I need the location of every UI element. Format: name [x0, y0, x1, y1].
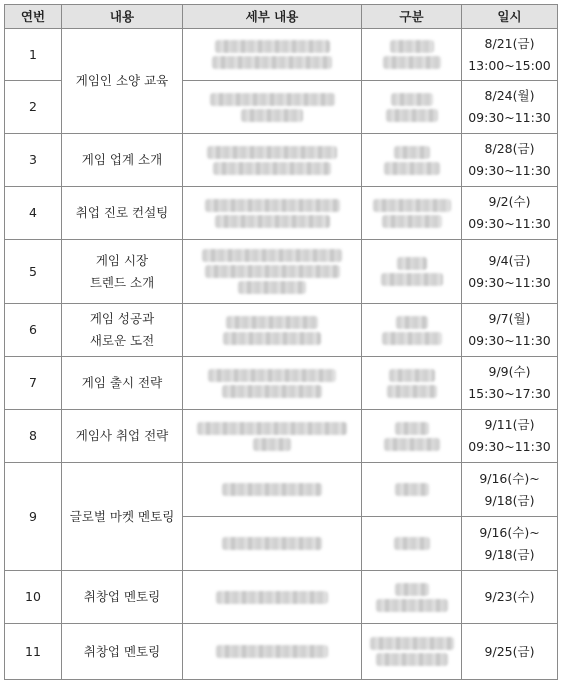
- row-content: [62, 29, 183, 134]
- row-datetime: [462, 29, 558, 81]
- row-number: [5, 357, 62, 410]
- row-number: [5, 463, 62, 571]
- row-category: [362, 357, 462, 410]
- row-number: [5, 134, 62, 187]
- row-detail: [183, 463, 362, 517]
- row-category: [362, 517, 462, 571]
- row-content: [62, 187, 183, 240]
- row-detail: [183, 624, 362, 680]
- cell-text: 9/18(금): [484, 492, 535, 508]
- cell-text: 10: [25, 589, 41, 604]
- redacted-text: [212, 56, 332, 69]
- table-row: [5, 134, 558, 187]
- cell-text: 게임 업계 소개: [81, 152, 163, 167]
- redacted-text: [207, 146, 337, 159]
- redacted-text: [391, 93, 433, 106]
- redacted-text: [205, 199, 340, 212]
- cell-text: 2: [29, 99, 37, 114]
- redacted-text: [226, 316, 318, 329]
- redacted-text: [384, 162, 440, 175]
- row-datetime: [462, 410, 558, 463]
- redacted-text: [376, 653, 448, 666]
- row-datetime: [462, 187, 558, 240]
- header-category: 구분: [362, 5, 462, 29]
- cell-text: 새로운 도전: [89, 333, 155, 348]
- row-number: [5, 240, 62, 304]
- cell-text: 트렌드 소개: [89, 274, 155, 290]
- table-row: [5, 29, 558, 81]
- cell-text: 9/16(수)~: [479, 524, 540, 540]
- table-row: [5, 357, 558, 410]
- row-number: [5, 571, 62, 624]
- row-category: [362, 240, 462, 304]
- row-category: [362, 134, 462, 187]
- redacted-text: [395, 583, 429, 596]
- table-row: [5, 304, 558, 357]
- cell-text: 9/23(수): [484, 589, 535, 604]
- redacted-text: [394, 537, 430, 550]
- table-row: [5, 624, 558, 680]
- row-category: [362, 81, 462, 134]
- cell-text: 09:30~11:30: [468, 274, 551, 290]
- row-number: [5, 187, 62, 240]
- redacted-text: [382, 332, 442, 345]
- redacted-text: [215, 215, 330, 228]
- row-category: [362, 571, 462, 624]
- header-detail: 세부 내용: [183, 5, 362, 29]
- redacted-text: [210, 93, 335, 106]
- cell-text: 9/9(수): [488, 364, 531, 379]
- redacted-text: [396, 316, 428, 329]
- row-category: [362, 624, 462, 680]
- cell-text: 취창업 멘토링: [83, 643, 161, 659]
- row-detail: [183, 357, 362, 410]
- redacted-text: [395, 483, 429, 496]
- redacted-text: [370, 637, 454, 650]
- cell-text: 9/16(수)~: [479, 470, 540, 486]
- redacted-text: [222, 483, 322, 496]
- cell-text: 6: [29, 322, 37, 337]
- table-row: [5, 571, 558, 624]
- redacted-text: [373, 199, 451, 212]
- table-header-row: [5, 5, 558, 29]
- row-detail: [183, 187, 362, 240]
- cell-text: 8/28(금): [484, 141, 535, 156]
- redacted-text: [383, 56, 441, 69]
- row-number: [5, 410, 62, 463]
- row-detail: [183, 410, 362, 463]
- redacted-text: [384, 438, 440, 451]
- row-content: [62, 410, 183, 463]
- cell-text: 취창업 멘토링: [83, 589, 161, 604]
- redacted-text: [253, 438, 291, 451]
- cell-text: 5: [29, 263, 37, 279]
- cell-text: 09:30~11:30: [468, 110, 551, 125]
- row-detail: [183, 29, 362, 81]
- table-row: [5, 187, 558, 240]
- cell-text: 9/4(금): [488, 252, 531, 268]
- row-category: [362, 410, 462, 463]
- row-content: [62, 571, 183, 624]
- cell-text: 게임사 취업 전략: [75, 428, 169, 443]
- redacted-text: [222, 385, 322, 398]
- cell-text: 09:30~11:30: [468, 333, 551, 348]
- row-content: [62, 624, 183, 680]
- cell-text: 게임 시장: [95, 252, 149, 268]
- redacted-text: [205, 265, 340, 278]
- cell-text: 9: [29, 508, 37, 524]
- redacted-text: [386, 109, 438, 122]
- row-category: [362, 463, 462, 517]
- redacted-text: [223, 332, 321, 345]
- row-datetime: [462, 81, 558, 134]
- redacted-text: [222, 537, 322, 550]
- row-datetime: [462, 571, 558, 624]
- cell-text: 13:00~15:00: [468, 57, 551, 73]
- row-detail: [183, 517, 362, 571]
- row-content: [62, 357, 183, 410]
- redacted-text: [387, 385, 437, 398]
- redacted-text: [238, 281, 306, 294]
- row-datetime: [462, 463, 558, 517]
- redacted-text: [197, 422, 347, 435]
- row-datetime: [462, 134, 558, 187]
- row-content: [62, 240, 183, 304]
- redacted-text: [376, 599, 448, 612]
- row-number: [5, 29, 62, 81]
- row-content: [62, 134, 183, 187]
- redacted-text: [397, 257, 427, 270]
- redacted-text: [208, 369, 336, 382]
- cell-text: 게임인 소양 교육: [75, 73, 169, 88]
- redacted-text: [390, 40, 434, 53]
- redacted-text: [395, 422, 429, 435]
- redacted-text: [381, 273, 443, 286]
- schedule-table: [4, 4, 558, 680]
- cell-text: 7: [29, 375, 37, 390]
- row-number: [5, 304, 62, 357]
- row-number: [5, 81, 62, 134]
- row-content: [62, 304, 183, 357]
- row-datetime: [462, 357, 558, 410]
- cell-text: 9/11(금): [484, 417, 535, 432]
- row-detail: [183, 571, 362, 624]
- redacted-text: [394, 146, 430, 159]
- row-detail: [183, 134, 362, 187]
- row-datetime: [462, 517, 558, 571]
- table-row: [5, 410, 558, 463]
- cell-text: 글로벌 마켓 멘토링: [69, 508, 175, 524]
- row-detail: [183, 240, 362, 304]
- cell-text: 15:30~17:30: [468, 386, 551, 401]
- header-no: 연번: [5, 5, 62, 29]
- redacted-text: [241, 109, 303, 122]
- cell-text: 09:30~11:30: [468, 439, 551, 454]
- table-row: [5, 240, 558, 304]
- row-content: [62, 463, 183, 571]
- cell-text: 8/21(금): [484, 35, 535, 51]
- header-content: 내용: [62, 5, 183, 29]
- cell-text: 11: [25, 643, 41, 659]
- row-category: [362, 304, 462, 357]
- cell-text: 8/24(월): [484, 88, 535, 103]
- cell-text: 취업 진로 컨설팅: [75, 205, 169, 220]
- cell-text: 9/18(금): [484, 546, 535, 562]
- cell-text: 9/7(월): [488, 311, 531, 326]
- redacted-text: [213, 162, 331, 175]
- row-detail: [183, 81, 362, 134]
- row-category: [362, 187, 462, 240]
- cell-text: 8: [29, 428, 37, 443]
- header-datetime: 일시: [462, 5, 558, 29]
- row-category: [362, 29, 462, 81]
- redacted-text: [216, 591, 328, 604]
- row-datetime: [462, 240, 558, 304]
- redacted-text: [389, 369, 435, 382]
- row-datetime: [462, 304, 558, 357]
- cell-text: 3: [29, 152, 37, 167]
- redacted-text: [216, 645, 328, 658]
- cell-text: 4: [29, 205, 37, 220]
- cell-text: 게임 성공과: [89, 311, 155, 326]
- row-number: [5, 624, 62, 680]
- cell-text: 게임 출시 전략: [81, 375, 163, 390]
- redacted-text: [202, 249, 342, 262]
- cell-text: 9/25(금): [484, 643, 535, 659]
- cell-text: 09:30~11:30: [468, 163, 551, 178]
- cell-text: 1: [29, 46, 37, 62]
- table-row: [5, 463, 558, 517]
- cell-text: 09:30~11:30: [468, 216, 551, 231]
- row-detail: [183, 304, 362, 357]
- cell-text: 9/2(수): [488, 194, 531, 209]
- redacted-text: [382, 215, 442, 228]
- redacted-text: [215, 40, 330, 53]
- row-datetime: [462, 624, 558, 680]
